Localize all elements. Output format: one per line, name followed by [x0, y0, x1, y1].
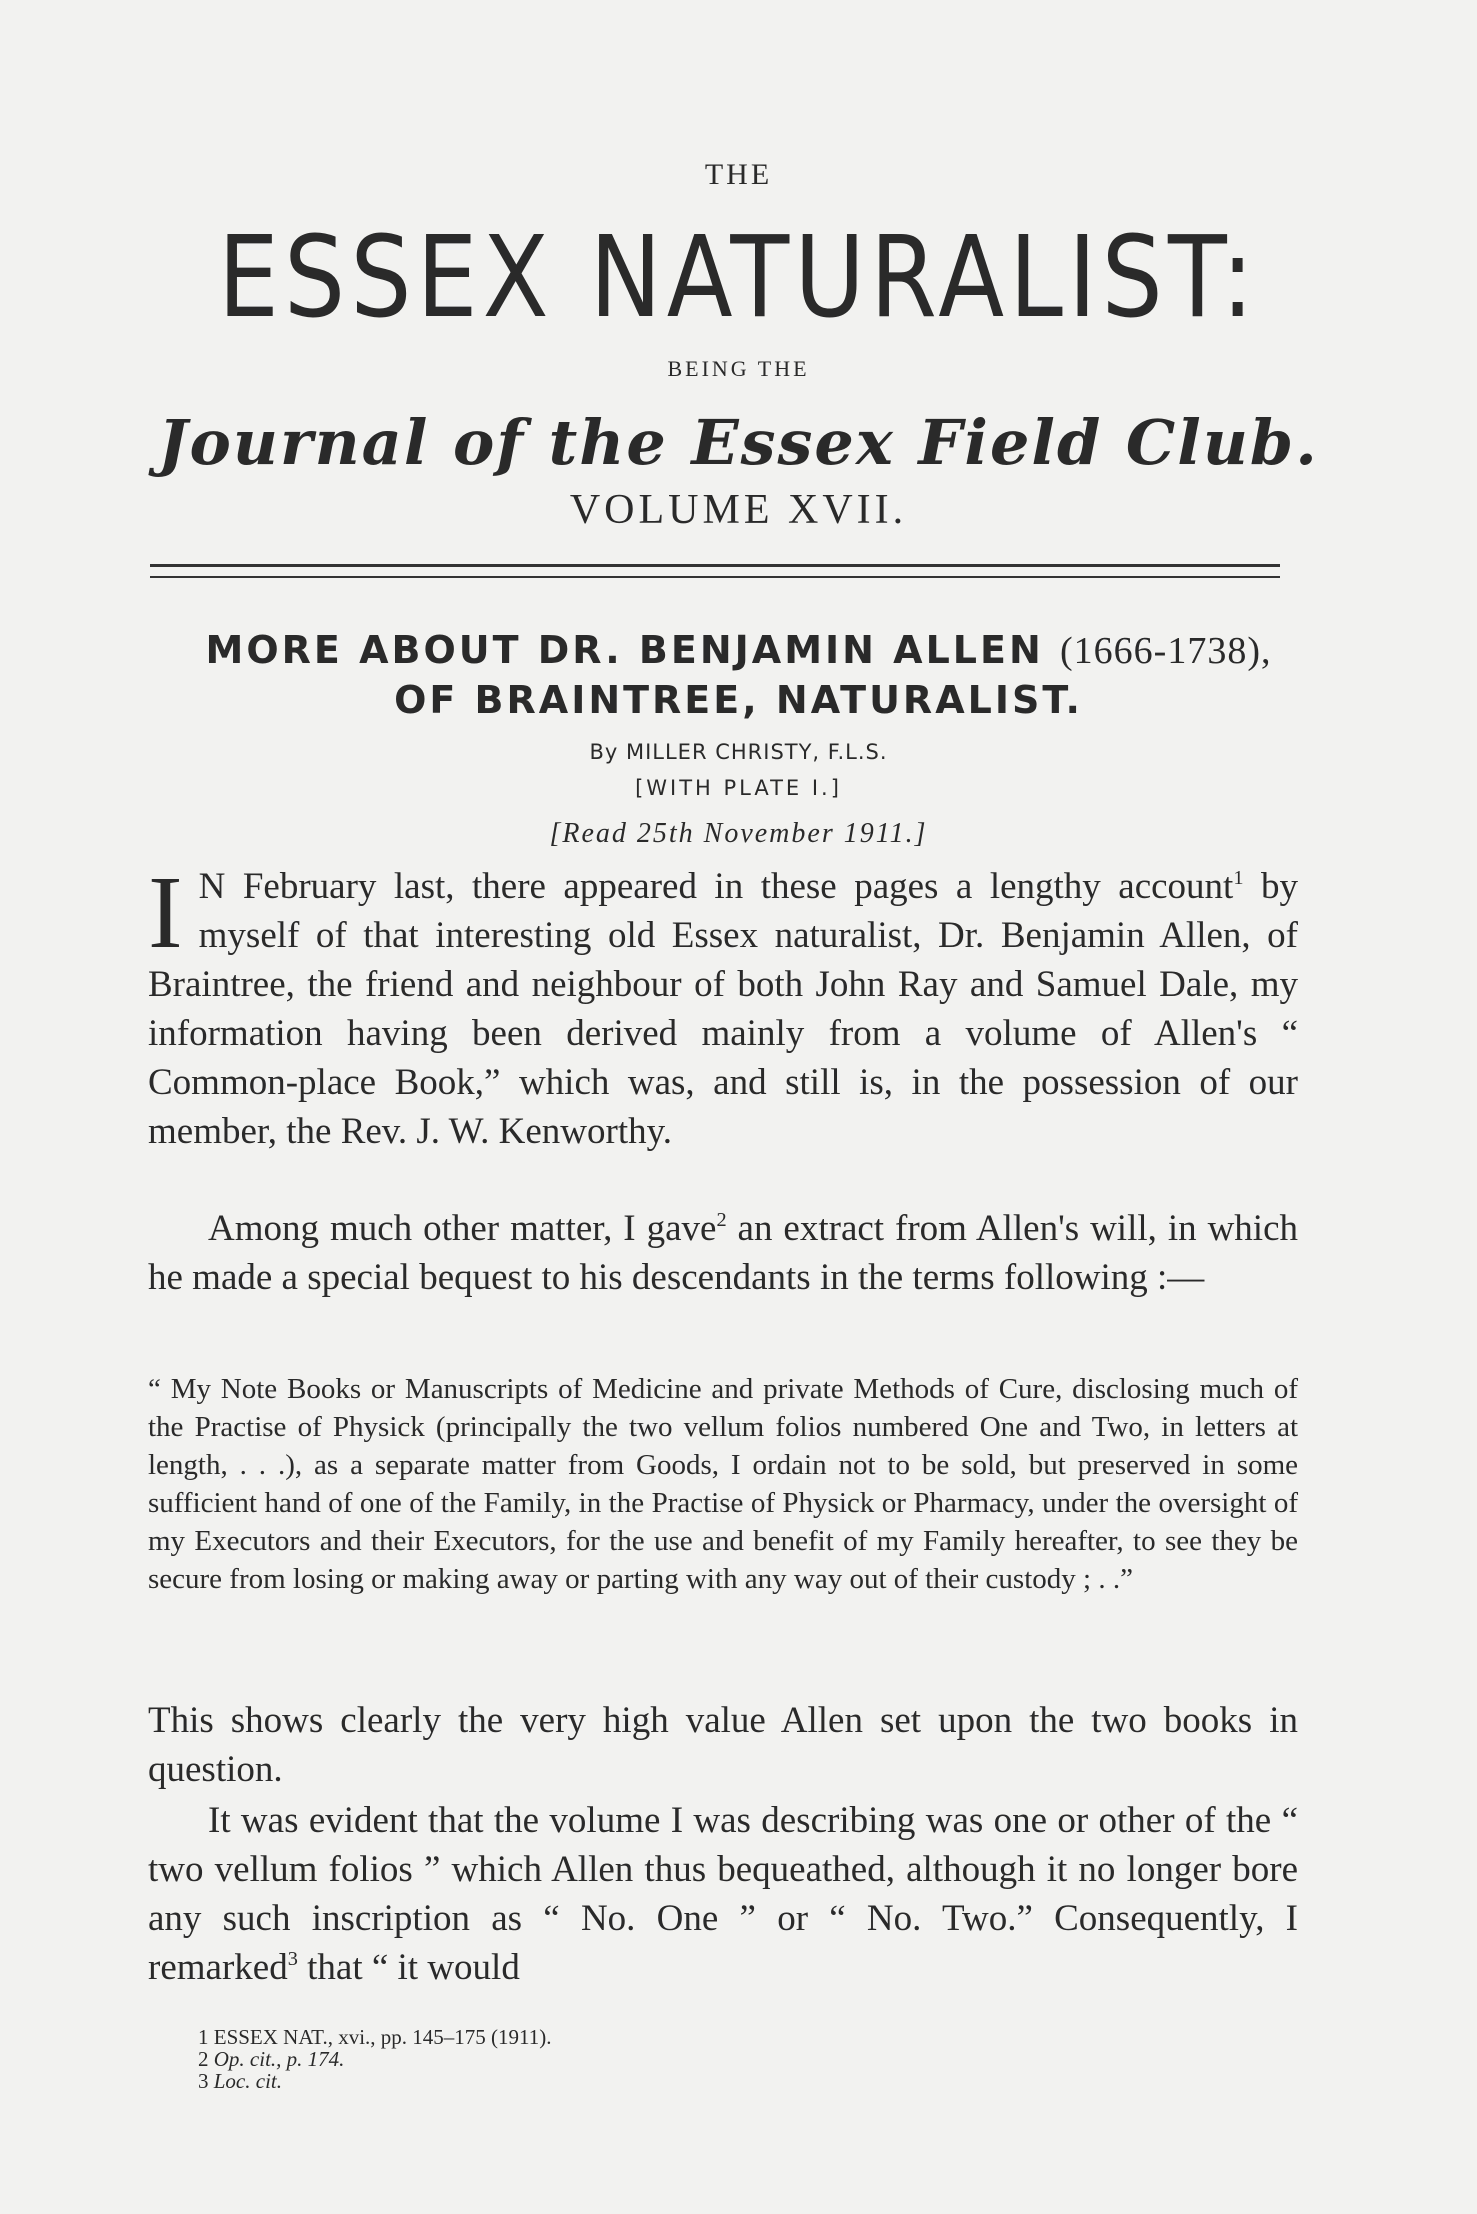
footnote-text: Op. cit., p. 174.	[213, 2047, 345, 2071]
paragraph-4-text-a: It was evident that the volume I was describing was one or other of the “ two vellum folios ” which Allen thus bequeathed, although it no longer bore any such inscription as “ No. One ” or “ No. Two.” Consequently, I remarked	[148, 1800, 1298, 1988]
will-quotation: “ My Note Books or Manuscripts of Medicine and private Methods of Cure, disclosing much of the Practise of Physick (principally the two vellum folios numbered One and Two, in letters at length, . . .), as a separate matter from Goods, I ordain not to be sold, but preserved in some sufficient hand of one of the Family, in the Practise of Physick or Pharmacy, under the oversight of my Executors and their Executors, for the use and benefit of my Family hereafter, to see they be secure from losing or making away or parting with any way out of their custody ; . .”	[148, 1373, 1298, 1595]
footnote-text: ESSEX NAT., xvi., pp. 145–175 (1911).	[213, 2025, 552, 2049]
footnote-ref-3[interactable]: 3	[287, 1947, 298, 1970]
drop-cap: I	[148, 855, 183, 970]
paragraph-2	[148, 1204, 1298, 1302]
footnotes	[198, 2026, 552, 2092]
footnote-number: 1	[198, 2025, 209, 2049]
footnote-number: 2	[198, 2047, 209, 2071]
article-byline: By MILLER CHRISTY, F.L.S.	[589, 740, 888, 764]
footnote-ref-1[interactable]: 1	[1233, 866, 1244, 889]
paragraph-1	[148, 855, 1298, 1156]
paragraph-2-text-a: Among much other matter, I gave	[208, 1208, 717, 1249]
masthead-journal: Journal of the Essex Field Club.	[158, 406, 1319, 479]
paragraph-1-text-a: N February last, there appeared in these pages a lengthy account	[198, 866, 1234, 907]
article-title-line1	[0, 628, 1477, 673]
article-read-note: [Read 25th November 1911.]	[549, 818, 928, 849]
paragraph-1-text-b: by myself of that interesting old Essex naturalist, Dr. Benjamin Allen, of Braintree, the friend and neighbour of both John Ray and Samuel Dale, my information having been derived mainly from a volume of Allen's “ Common-place Book,” which was, and still is, in the possession of our member, the Rev. J. W. Kenworthy.	[148, 866, 1298, 1152]
masthead-volume: VOLUME XVII.	[569, 487, 908, 533]
article-plate-note: [WITH PLATE I.]	[635, 776, 842, 800]
divider-thick	[150, 564, 1280, 567]
footnote-ref-2[interactable]: 2	[716, 1208, 727, 1231]
footnote-2	[198, 2048, 552, 2070]
footnote-3	[198, 2070, 552, 2092]
paragraph-2-text-b: an extract from Allen's will, in which he made a special bequest to his descendants in the terms following :—	[148, 1208, 1299, 1298]
paragraph-4-text-b: that “ it would	[297, 1947, 520, 1988]
article-title-text: MORE ABOUT DR. BENJAMIN ALLEN	[205, 628, 1044, 672]
divider-thin	[150, 576, 1280, 578]
footnote-text: Loc. cit.	[213, 2069, 282, 2093]
paragraph-4	[148, 1796, 1298, 1992]
footnote-1	[198, 2026, 552, 2048]
paragraph-3: This shows clearly the very high value Allen set upon the two books in question.	[148, 1700, 1298, 1790]
masthead-title: ESSEX NATURALIST:	[218, 213, 1259, 343]
masthead-the: THE	[704, 158, 773, 191]
article-title-dates: (1666-1738),	[1060, 630, 1272, 672]
masthead-being: BEING THE	[667, 356, 810, 381]
article-title-line2: OF BRAINTREE, NATURALIST.	[394, 678, 1083, 722]
footnote-number: 3	[198, 2069, 209, 2093]
